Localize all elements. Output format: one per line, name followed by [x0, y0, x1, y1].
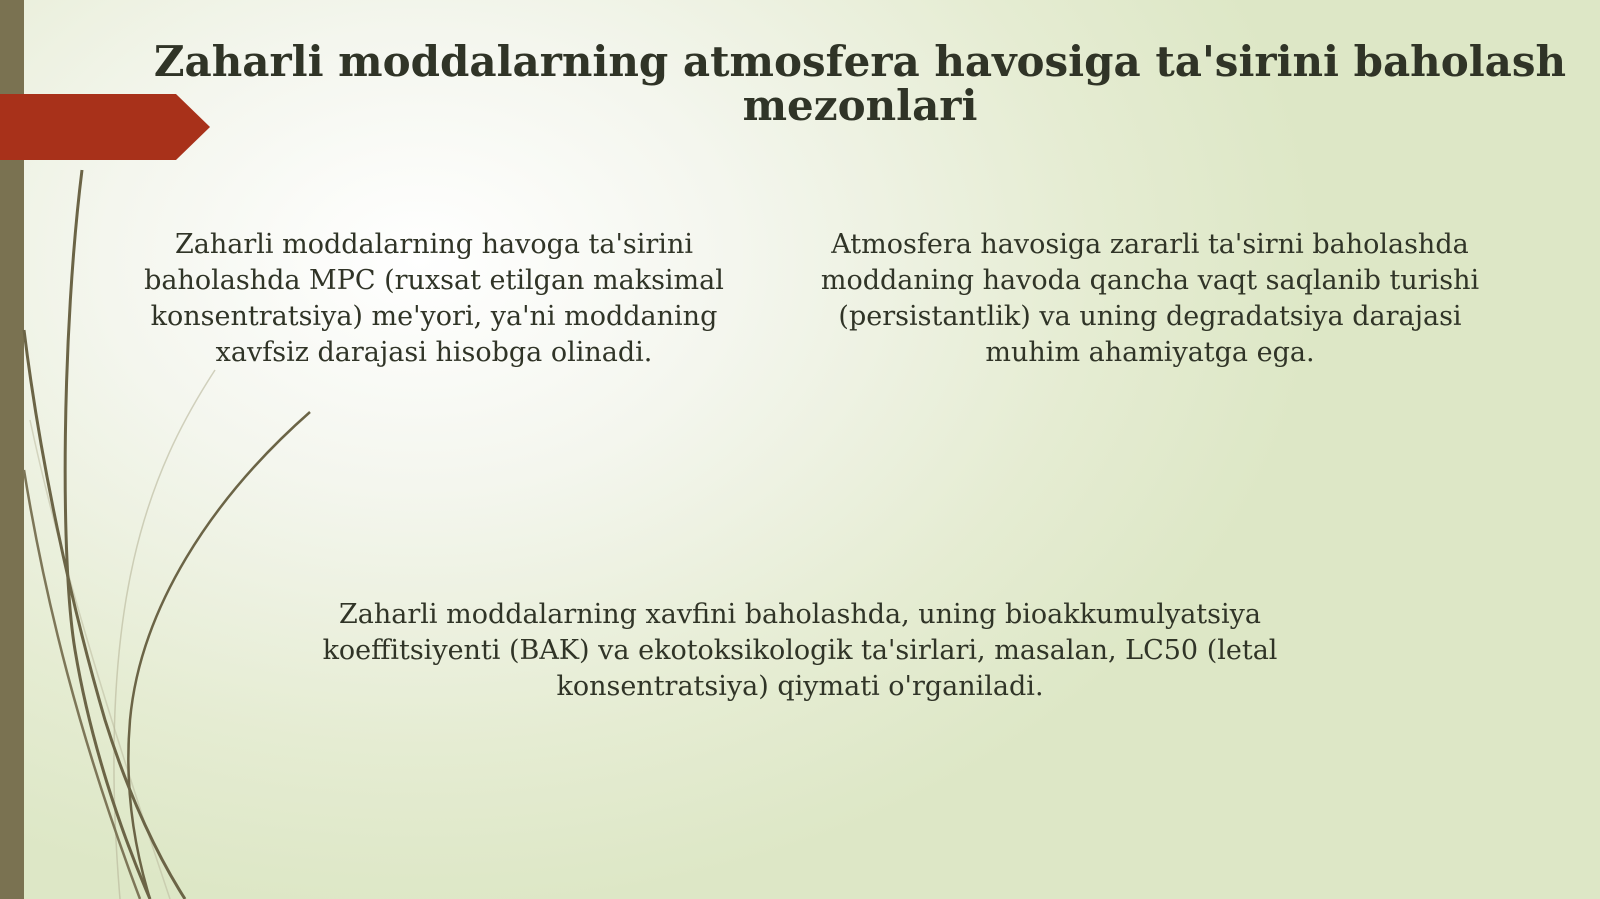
paragraph-bioaccumulation: Zaharli moddalarning xavfini baholashda, uning bioakkumulyatsiya koeffitsiyenti (BAK) va ekotoksikologik ta'sirlari, masalan, LC50 (letal konsentratsiya) qiymati o'rganiladi. [322, 599, 1278, 702]
slide-title: Zaharli moddalarning atmosfera havosiga ta'sirini baholash mezonlari [153, 37, 1567, 130]
paragraph-mpc: Zaharli moddalarning havoga ta'sirini baholashda MPC (ruxsat etilgan maksimal konsentratsiya) me'yori, ya'ni moddaning xavfsiz darajasi hisobga olinadi. [144, 229, 724, 368]
paragraph-persistence: Atmosfera havosiga zararli ta'sirni baholashda moddaning havoda qancha vaqt saqlanib turishi (persistantlik) va uning degradatsiya darajasi muhim ahamiyatga ega. [820, 229, 1480, 368]
